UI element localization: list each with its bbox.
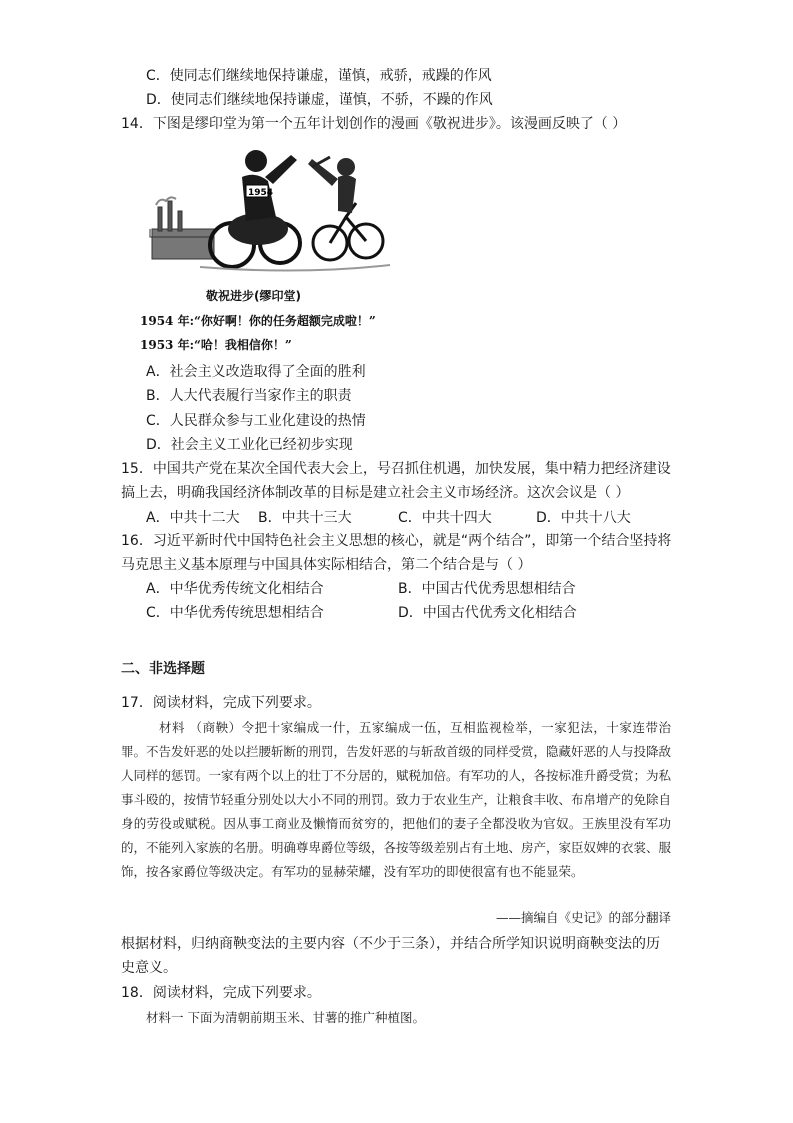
cartoon-caption-1954: 1954 年:“你好啊！你的任务超额完成啦！” [140, 314, 376, 328]
q14-option-b: B．人大代表履行当家作主的职责 [146, 388, 352, 404]
cartoon-caption-1953: 1953 年:“哈！我相信你！” [140, 338, 292, 352]
q15-option-c: C．中共十四大 [398, 510, 492, 526]
q18-stem: 18．阅读材料，完成下列要求。 [121, 985, 321, 1001]
q17-stem: 17．阅读材料，完成下列要求。 [121, 695, 321, 711]
q15-option-a: A．中共十二大 [146, 510, 240, 526]
q15-option-d: D．中共十八大 [536, 510, 631, 526]
q16-stem-line2: 马克思主义基本原理与中国具体实际相结合，第二个结合是与（ ） [121, 557, 532, 573]
cartoon-title: 敬祝进步(缪印堂) [206, 289, 301, 303]
q15-stem-line2: 搞上去，明确我国经济体制改革的目标是建立社会主义市场经济。这次会议是（ ） [121, 485, 630, 501]
q14-option-d: D．社会主义工业化已经初步实现 [146, 437, 353, 453]
q17-source: ——摘编自《史记》的部分翻译 [495, 910, 671, 925]
q16-option-d: D．中国古代优秀文化相结合 [398, 605, 577, 621]
cartoon-illustration [120, 137, 410, 359]
q13-option-c: C．使同志们继续地保持谦虚，谨慎，戒骄，戒躁的作风 [146, 68, 492, 84]
q16-stem-line1: 16．习近平新时代中国特色社会主义思想的核心，就是“两个结合”，即第一个结合坚持将 [121, 533, 672, 549]
q17-material: 材料 （商鞅）令把十家编成一什，五家编成一伍，互相监视检举，一家犯法，十家连带治罪。不告发奸恶的处以拦腰斩断的刑罚，告发奸恶的与斩敌首级的同样受赏，隐藏奸恶的人与投降敌人同样的惩罚。一家有两个以上的壮丁不分居的，赋税加倍。有军功的人，各按标准升爵受赏；为私事斗殴的，按情节轻重分别处以大小不同的刑罚。致力于农业生产，让粮食丰收、布帛增产的免除自身的劳役或赋税。因从事工商业及懒惰而贫穷的，把他们的妻子全都没收为官奴。王族里没有军功的，不能列入家族的名册。明确尊卑爵位等级，各按等级差别占有土地、房产，家臣奴婢的衣裳、服饰，按各家爵位等级决定。有军功的显赫荣耀，没有军功的即使很富有也不能显荣。 [121, 720, 672, 879]
q16-option-a: A．中华优秀传统文化相结合 [146, 581, 324, 597]
q15-option-b: B．中共十三大 [258, 510, 352, 526]
q13-option-d: D．使同志们继续地保持谦虚，谨慎，不骄，不躁的作风 [146, 92, 493, 108]
cartoon-figure [120, 137, 410, 359]
q16-option-c: C．中华优秀传统思想相结合 [146, 605, 324, 621]
q17-requirement-line1: 根据材料，归纳商鞅变法的主要内容（不少于三条），并结合所学知识说明商鞅变法的历 [121, 936, 660, 952]
q17-requirement-line2: 史意义。 [121, 960, 177, 976]
q14-stem: 14．下图是缪印堂为第一个五年计划创作的漫画《敬祝进步》。该漫画反映了（ ） [121, 116, 627, 132]
section-title: 二、非选择题 [121, 661, 205, 677]
cartoon-badge: 1954 [248, 188, 274, 198]
q14-option-a: A．社会主义改造取得了全面的胜利 [146, 364, 366, 380]
q18-material1: 材料一 下面为清朝前期玉米、甘薯的推广种植图。 [146, 1010, 425, 1025]
q15-stem-line1: 15．中国共产党在某次全国代表大会上，号召抓住机遇，加快发展，集中精力把经济建设 [121, 461, 671, 477]
q14-option-c: C．人民群众参与工业化建设的热情 [146, 413, 366, 429]
q16-option-b: B．中国古代优秀思想相结合 [398, 581, 576, 597]
